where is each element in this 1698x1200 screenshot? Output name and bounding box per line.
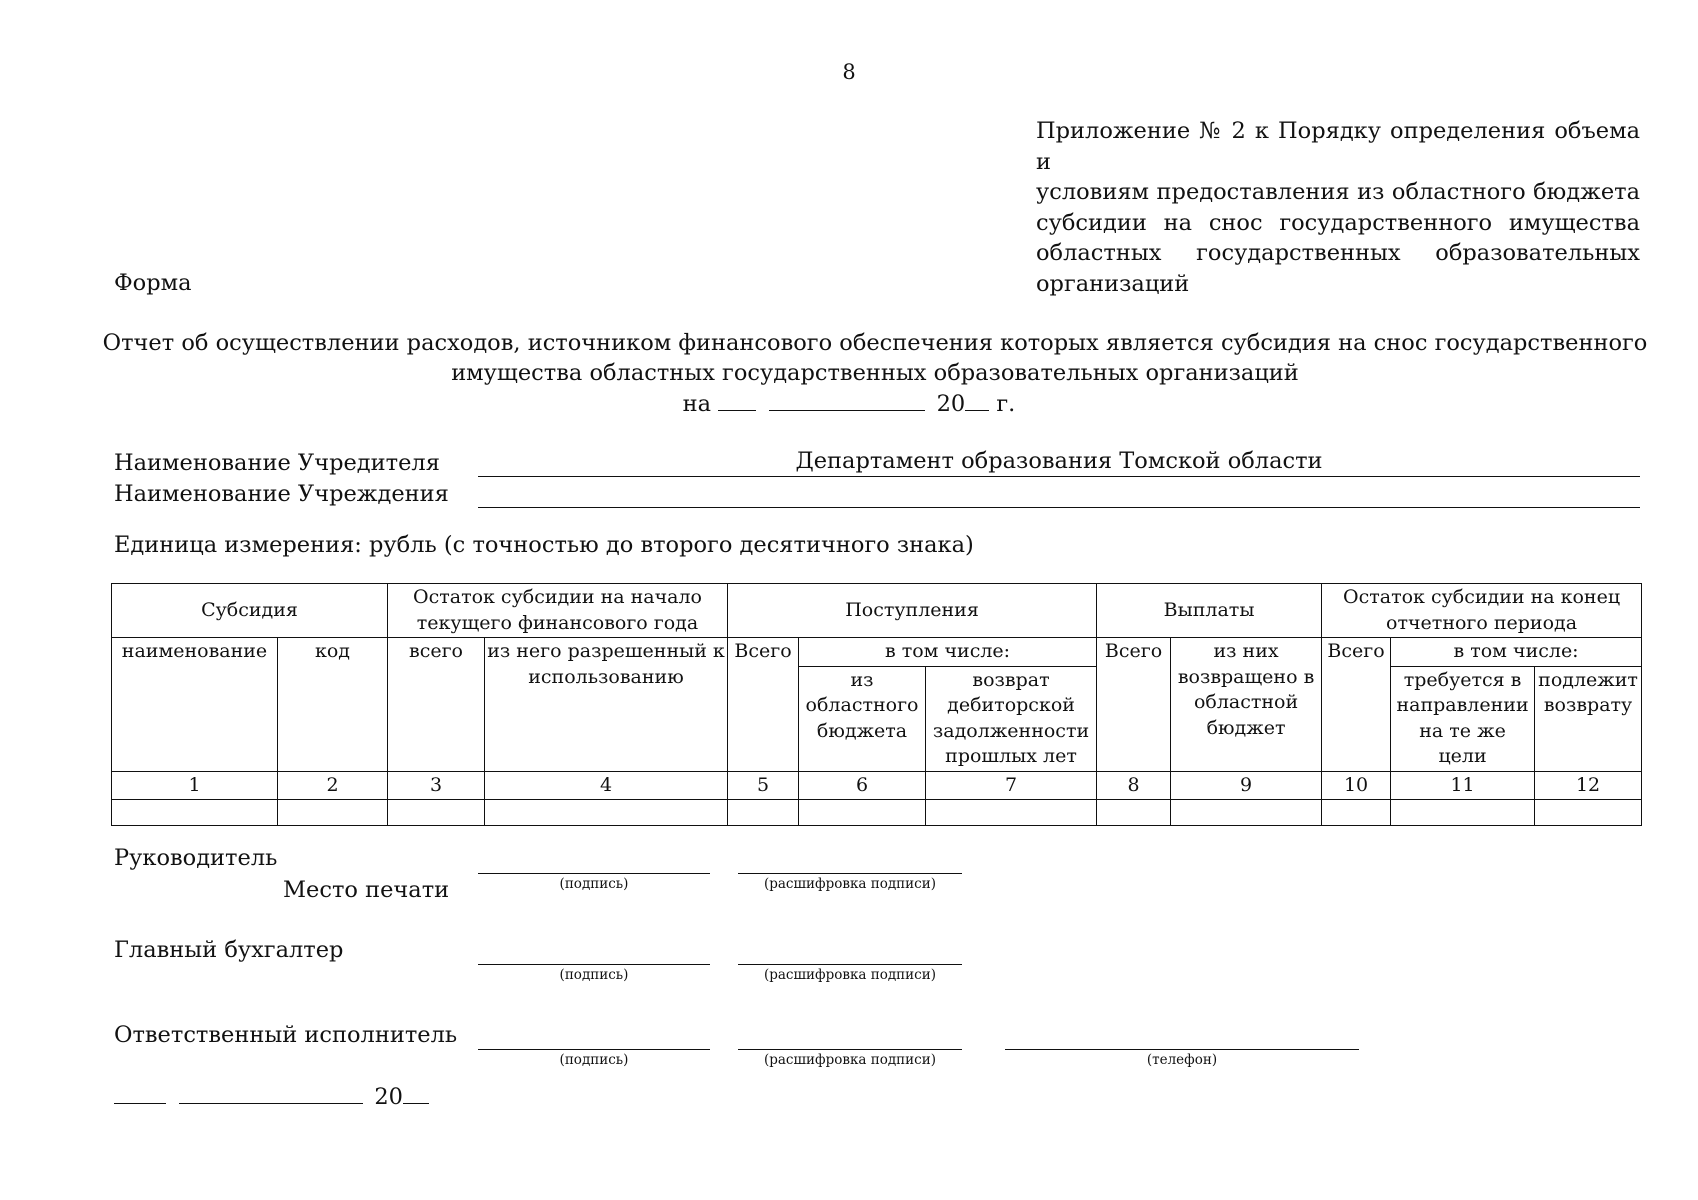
header-debt-return: возврат дебиторской задолженности прошлых лет (926, 666, 1097, 771)
executor-phone-line[interactable] (1005, 1049, 1359, 1050)
accountant-signature-caption: (подпись) (559, 967, 629, 983)
header-required: требуется в направлении на те же цели (1391, 666, 1535, 771)
column-number: 11 (1391, 771, 1535, 800)
date-day-blank[interactable] (718, 390, 756, 411)
table-cell[interactable] (1391, 800, 1535, 826)
head-signature-caption: (подпись) (559, 876, 629, 892)
executor-decoding-caption: (расшифровка подписи) (763, 1052, 937, 1068)
column-number: 10 (1322, 771, 1391, 800)
table-cell[interactable] (388, 800, 485, 826)
column-number: 8 (1097, 771, 1171, 800)
header-receipts-total: Всего (728, 638, 799, 772)
date-suffix: г. (996, 391, 1016, 417)
header-balance-end: Остаток субсидии на конец отчетного периода (1322, 584, 1642, 638)
header-receipts: Поступления (728, 584, 1097, 638)
executor-decoding-line[interactable] (738, 1049, 962, 1050)
head-decoding-caption: (расшифровка подписи) (763, 876, 937, 892)
title-line-2: имущества областных государственных образовательных организаций (451, 360, 1299, 386)
table-cell[interactable] (485, 800, 728, 826)
executor-signature-line[interactable] (478, 1049, 710, 1050)
head-signature-line[interactable] (478, 873, 710, 874)
appendix-line: условиям предоставления из областного бюджета (1036, 179, 1640, 205)
footer-day-blank[interactable] (114, 1083, 166, 1104)
header-end-total: Всего (1322, 638, 1391, 772)
founder-field[interactable]: Департамент образования Томской области (478, 448, 1640, 477)
footer-year-blank[interactable] (403, 1083, 429, 1104)
accountant-decoding-line[interactable] (738, 964, 962, 965)
date-year: 20 (936, 391, 966, 417)
page-number: 8 (842, 60, 856, 84)
header-receipts-including: в том числе: (799, 638, 1097, 667)
column-number: 1 (112, 771, 278, 800)
founder-label: Наименование Учредителя (114, 450, 440, 476)
stamp-label: Место печати (283, 877, 450, 903)
column-number: 5 (728, 771, 799, 800)
appendix-line: областных государственных образовательных (1036, 240, 1640, 266)
executor-signature-caption: (подпись) (559, 1052, 629, 1068)
report-title (100, 328, 1650, 388)
report-table (111, 583, 1642, 826)
header-allowed: из него разрешенный к использованию (485, 638, 728, 772)
table-cell[interactable] (1322, 800, 1391, 826)
header-total: всего (388, 638, 485, 772)
accountant-decoding-caption: (расшифровка подписи) (763, 967, 937, 983)
header-from-budget: из областного бюджета (799, 666, 926, 771)
footer-year: 20 (374, 1084, 403, 1110)
header-to-return: подлежит возврату (1535, 666, 1642, 771)
table-cell[interactable] (1097, 800, 1171, 826)
executor-label: Ответственный исполнитель (114, 1022, 458, 1048)
table-cell[interactable] (1171, 800, 1322, 826)
column-number: 2 (278, 771, 388, 800)
header-name: наименование (112, 638, 278, 772)
accountant-signature-line[interactable] (478, 964, 710, 965)
head-decoding-line[interactable] (738, 873, 962, 874)
header-returned: из них возвращено в областной бюджет (1171, 638, 1322, 772)
column-number-row (112, 771, 1642, 800)
date-prefix: на (682, 391, 712, 417)
column-number: 3 (388, 771, 485, 800)
header-payments: Выплаты (1097, 584, 1322, 638)
table-cell[interactable] (728, 800, 799, 826)
column-number: 4 (485, 771, 728, 800)
table-cell[interactable] (1535, 800, 1642, 826)
column-number: 6 (799, 771, 926, 800)
appendix-line: организаций (1036, 270, 1190, 297)
unit-of-measure: Единица измерения: рубль (с точностью до второго десятичного знака) (114, 532, 974, 558)
institution-field[interactable] (478, 479, 1640, 508)
footer-date (114, 1083, 429, 1110)
column-number: 9 (1171, 771, 1322, 800)
header-code: код (278, 638, 388, 772)
chief-accountant-label: Главный бухгалтер (114, 937, 344, 963)
form-label: Форма (114, 270, 192, 296)
institution-label: Наименование Учреждения (114, 481, 449, 507)
executor-phone-caption: (телефон) (1146, 1052, 1218, 1068)
appendix-line: субсидии на снос государственного имущества (1036, 209, 1640, 236)
table-cell[interactable] (112, 800, 278, 826)
date-year-blank[interactable] (965, 390, 989, 411)
table-row (112, 800, 1642, 826)
date-month-blank[interactable] (769, 390, 925, 411)
table-cell[interactable] (278, 800, 388, 826)
header-end-including: в том числе: (1391, 638, 1642, 667)
column-number: 12 (1535, 771, 1642, 800)
footer-month-blank[interactable] (179, 1083, 363, 1104)
head-label: Руководитель (114, 845, 278, 871)
header-balance-start: Остаток субсидии на начало текущего финансового года (388, 584, 728, 638)
column-number: 7 (926, 771, 1097, 800)
report-date-line (0, 390, 1698, 417)
table-cell[interactable] (799, 800, 926, 826)
header-payments-total: Всего (1097, 638, 1171, 772)
header-subsidy: Субсидия (112, 584, 388, 638)
title-line-1: Отчет об осуществлении расходов, источником финансового обеспечения которых является субсидия на снос государственного (102, 330, 1648, 356)
appendix-note (1036, 116, 1640, 299)
table-cell[interactable] (926, 800, 1097, 826)
appendix-line: Приложение № 2 к Порядку определения объема и (1036, 118, 1640, 175)
